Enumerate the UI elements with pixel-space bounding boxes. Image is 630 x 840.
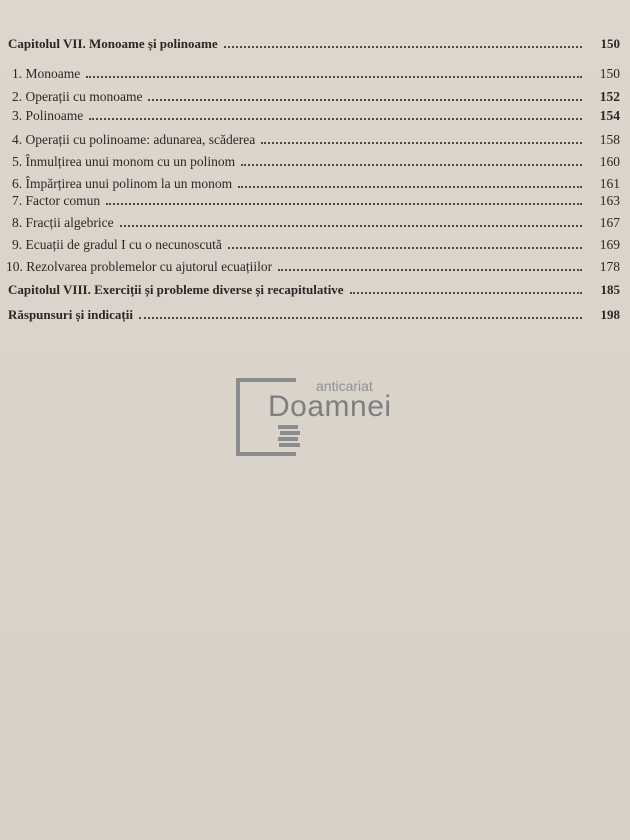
toc-entry-page: 150 bbox=[599, 66, 620, 81]
toc-entry-title: 1. Monoame bbox=[12, 66, 81, 81]
toc-entry-page: 161 bbox=[599, 176, 620, 191]
toc-entry-section-5 bbox=[12, 150, 620, 170]
toc-entry-page: 160 bbox=[599, 154, 620, 169]
toc-entry-section-8 bbox=[12, 211, 620, 231]
toc-entry-page: 163 bbox=[599, 193, 620, 208]
dot-leader bbox=[241, 162, 582, 166]
toc-entry-title: 8. Fracții algebrice bbox=[12, 215, 114, 230]
toc-entry-page: 198 bbox=[600, 307, 620, 322]
toc-entry-section-9 bbox=[12, 233, 620, 253]
dot-leader bbox=[278, 267, 582, 271]
logo-big-text: Doamnei bbox=[268, 390, 392, 423]
toc-entry-page: 169 bbox=[599, 237, 620, 252]
toc-entry-title: 3. Polinoame bbox=[12, 108, 84, 123]
toc-entry-title: 6. Împărțirea unui polinom la un monom bbox=[12, 176, 233, 191]
dot-leader bbox=[120, 223, 582, 227]
dot-leader bbox=[228, 245, 582, 249]
toc-entry-answers bbox=[8, 303, 620, 323]
dot-leader bbox=[350, 290, 582, 294]
toc-entry-title: Capitolul VIII. Exerciții și probleme diverse și recapitulative bbox=[8, 282, 344, 297]
toc-entry-chapter-8 bbox=[8, 278, 620, 298]
toc-entry-page: 152 bbox=[599, 89, 620, 104]
dot-leader bbox=[261, 140, 582, 144]
toc-entry-page: 185 bbox=[600, 282, 620, 297]
logo-small-text: anticariat bbox=[316, 378, 373, 394]
book-stack-icon bbox=[276, 422, 302, 448]
toc-entry-title: 9. Ecuații de gradul I cu o necunoscută bbox=[12, 237, 222, 252]
dot-leader bbox=[89, 116, 582, 120]
dot-leader bbox=[86, 74, 582, 78]
toc-entry-title: 7. Factor comun bbox=[12, 193, 101, 208]
toc-entry-section-2 bbox=[12, 85, 620, 105]
toc-entry-page: 167 bbox=[599, 215, 620, 230]
toc-entry-section-3 bbox=[12, 104, 620, 124]
dot-leader bbox=[148, 97, 582, 101]
toc-entry-page: 154 bbox=[599, 108, 620, 123]
toc-entry-title: Răspunsuri și indicații bbox=[8, 307, 133, 322]
toc-entry-page: 158 bbox=[599, 132, 620, 147]
toc-entry-section-10 bbox=[6, 255, 620, 275]
toc-entry-section-4 bbox=[12, 128, 620, 148]
toc-entry-section-1 bbox=[12, 62, 620, 82]
watermark-logo bbox=[236, 378, 436, 462]
toc-entry-title: 4. Operații cu polinoame: adunarea, scăderea bbox=[12, 132, 256, 147]
toc-entry-title: 5. Înmulțirea unui monom cu un polinom bbox=[12, 154, 236, 169]
dot-leader bbox=[139, 315, 582, 319]
toc-entry-page: 178 bbox=[599, 259, 620, 274]
toc-entry-page: 150 bbox=[600, 36, 620, 51]
dot-leader bbox=[238, 184, 582, 188]
dot-leader bbox=[106, 201, 582, 205]
toc-entry-title: 10. Rezolvarea problemelor cu ajutorul ecuațiilor bbox=[6, 259, 273, 274]
toc-entry-title: 2. Operații cu monoame bbox=[12, 89, 143, 104]
toc-entry-chapter-7 bbox=[8, 32, 620, 52]
dot-leader bbox=[224, 44, 582, 48]
toc-entry-section-7 bbox=[12, 189, 620, 209]
toc-entry-title: Capitolul VII. Monoame și polinoame bbox=[8, 36, 218, 51]
